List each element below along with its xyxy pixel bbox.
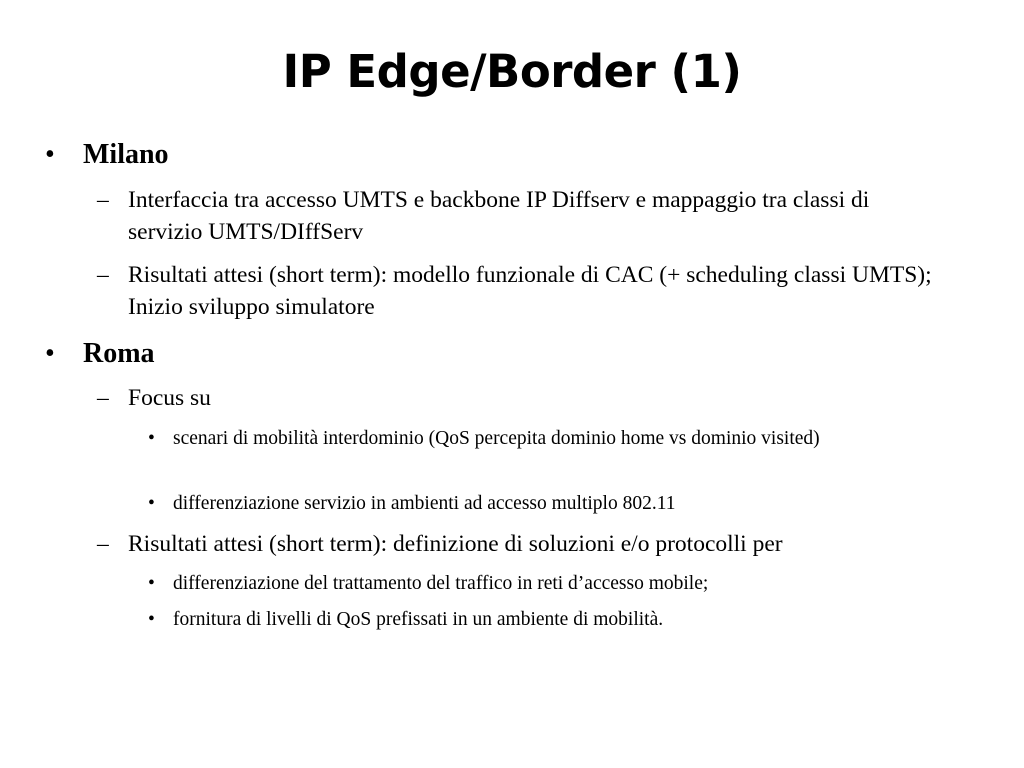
list-item bbox=[97, 259, 947, 323]
sub-list-item-text: scenari di mobilità interdominio (QoS percepita dominio home vs dominio visited) bbox=[173, 428, 820, 449]
section-heading-label: Roma bbox=[83, 338, 155, 369]
bullet-marker: • bbox=[148, 428, 155, 449]
list-item-text: Interfaccia tra accesso UMTS e backbone IP Diffserv e mappaggio tra classi di servizio UMTS/DIffServ bbox=[128, 187, 870, 245]
dash-marker: – bbox=[97, 531, 109, 557]
bullet-marker: • bbox=[148, 609, 155, 630]
bullet-marker: • bbox=[148, 573, 155, 594]
list-item-text: Focus su bbox=[128, 385, 211, 411]
sub-list-item bbox=[148, 489, 948, 518]
list-item-text: Risultati attesi (short term): modello funzionale di CAC (+ scheduling classi UMTS); Inizio sviluppo simulatore bbox=[128, 262, 932, 320]
sub-list-item-text: differenziazione servizio in ambienti ad accesso multiplo 802.11 bbox=[173, 493, 676, 514]
bullet-marker: • bbox=[45, 338, 55, 369]
list-item bbox=[97, 184, 947, 248]
sub-list-item-text: differenziazione del trattamento del traffico in reti d’accesso mobile; bbox=[173, 573, 709, 594]
section-heading-label: Milano bbox=[83, 139, 169, 170]
slide-title: IP Edge/Border (1) bbox=[282, 45, 742, 98]
dash-marker: – bbox=[97, 262, 109, 288]
sub-list-item bbox=[148, 605, 948, 634]
bullet-marker: • bbox=[148, 493, 155, 514]
dash-marker: – bbox=[97, 385, 109, 411]
dash-marker: – bbox=[97, 187, 109, 213]
sub-list-item bbox=[148, 569, 948, 598]
list-item bbox=[97, 382, 947, 414]
bullet-marker: • bbox=[45, 139, 55, 170]
sub-list-item bbox=[148, 424, 948, 453]
list-item bbox=[97, 528, 947, 560]
list-item-text: Risultati attesi (short term): definizione di soluzioni e/o protocolli per bbox=[128, 531, 783, 557]
sub-list-item-text: fornitura di livelli di QoS prefissati in un ambiente di mobilità. bbox=[173, 609, 664, 630]
